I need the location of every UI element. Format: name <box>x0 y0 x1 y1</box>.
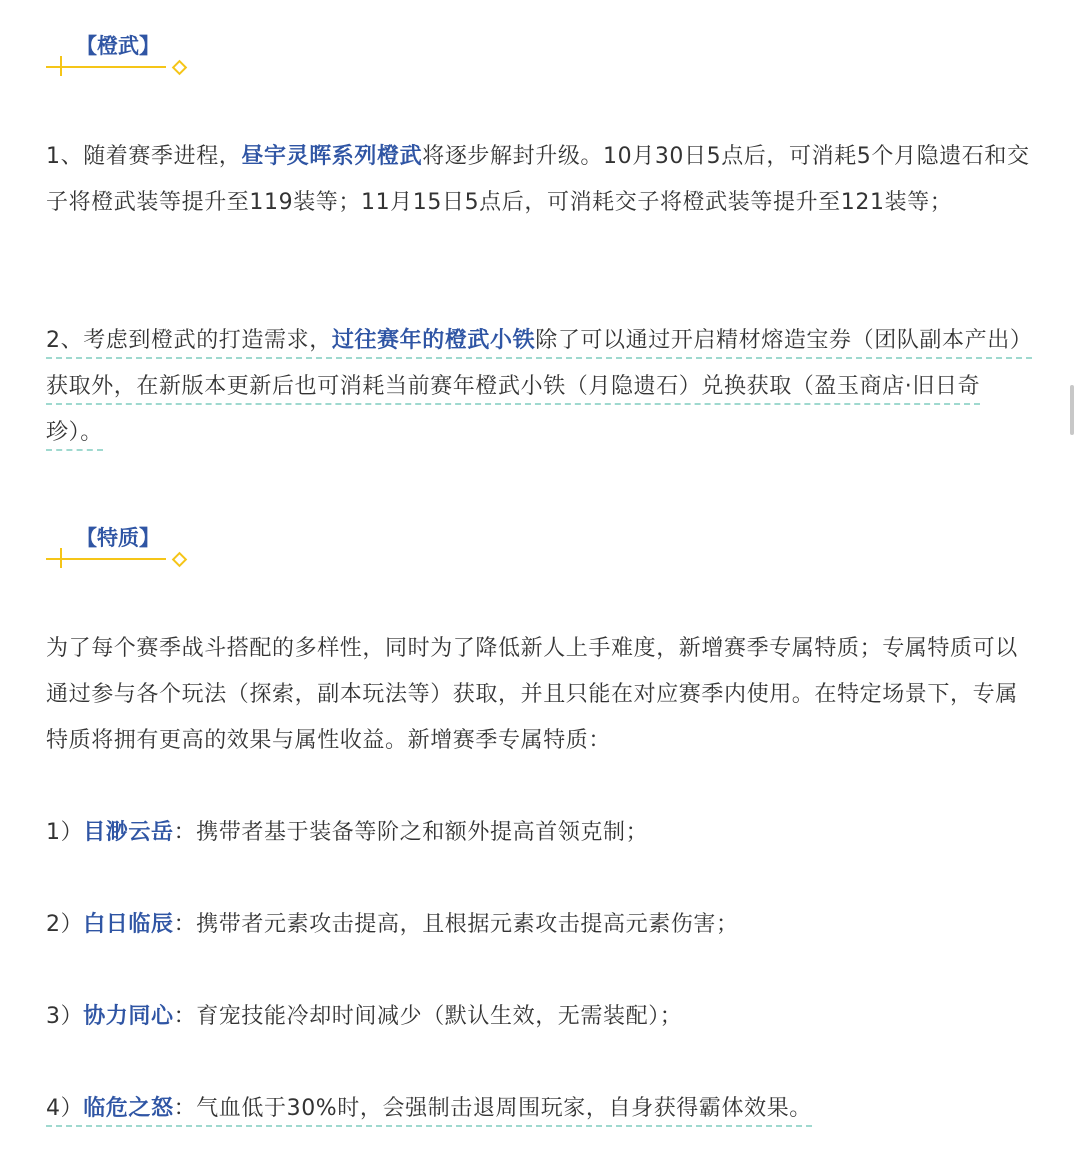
paragraph-text: 1、随着赛季进程， <box>46 144 242 169</box>
section-heading-traits <box>46 524 206 564</box>
paragraph-upgrade <box>46 134 1036 226</box>
trait-name: 目渺云岳 <box>83 820 174 845</box>
trait-number: 1） <box>46 820 84 845</box>
trait-number: 4） <box>46 1096 84 1121</box>
trait-name: 白日临辰 <box>83 912 174 937</box>
trait-item-2 <box>46 902 1036 948</box>
scrollbar-thumb[interactable] <box>1070 385 1074 435</box>
trait-name: 临危之怒 <box>83 1096 174 1121</box>
trait-description: ：育宠技能冷却时间减少（默认生效，无需装配）； <box>173 1004 683 1029</box>
diamond-icon <box>172 60 188 76</box>
diamond-icon <box>172 552 188 568</box>
paragraph-text: 除了可以通过开启精材熔造宝券（团队副本产出）获取外，在新版本更新后也可消耗当前赛年橙武小铁（月隐遗石）兑换获取（盈玉商店·旧日奇珍）。 <box>46 328 1033 445</box>
section-title: 【橙武】 <box>76 34 160 58</box>
trait-description: ：携带者元素攻击提高，且根据元素攻击提高元素伤害； <box>173 912 739 937</box>
heading-underline-decoration <box>46 66 166 68</box>
trait-item-1 <box>46 810 1036 856</box>
trait-number: 3） <box>46 1004 84 1029</box>
heading-underline-decoration <box>46 558 166 560</box>
trait-description: ：携带者基于装备等阶之和额外提高首领克制； <box>173 820 649 845</box>
highlight-weapon-series: 昼宇灵晖系列橙武 <box>241 144 423 169</box>
trait-name: 协力同心 <box>83 1004 174 1029</box>
paragraph-text: 2、考虑到橙武的打造需求， <box>46 328 332 353</box>
underlined-text <box>46 328 1032 451</box>
trait-item-4 <box>46 1086 1036 1132</box>
section-heading-orange-weapon <box>46 32 206 72</box>
underlined-text <box>46 1096 812 1127</box>
heading-tick-decoration <box>60 56 62 76</box>
highlight-past-weapon-iron: 过往赛年的橙武小铁 <box>331 328 536 353</box>
trait-description: ：气血低于30%时，会强制击退周围玩家，自身获得霸体效果。 <box>173 1096 812 1121</box>
trait-number: 2） <box>46 912 84 937</box>
trait-item-3 <box>46 994 1036 1040</box>
paragraph-traits-intro: 为了每个赛季战斗搭配的多样性，同时为了降低新人上手难度，新增赛季专属特质；专属特质可以通过参与各个玩法（探索，副本玩法等）获取，并且只能在对应赛季内使用。在特定场景下，专属特质将拥有更高的效果与属性收益。新增赛季专属特质： <box>46 636 1018 753</box>
section-title: 【特质】 <box>76 526 160 550</box>
heading-tick-decoration <box>60 548 62 568</box>
paragraph-crafting <box>46 318 1036 456</box>
paragraph-text: 将逐步解封升级。10月30日5点后，可消耗5个月隐遗石和交子将橙武装等提升至119装等；11月15日5点后，可消耗交子将橙武装等提升至121装等； <box>46 144 1030 215</box>
